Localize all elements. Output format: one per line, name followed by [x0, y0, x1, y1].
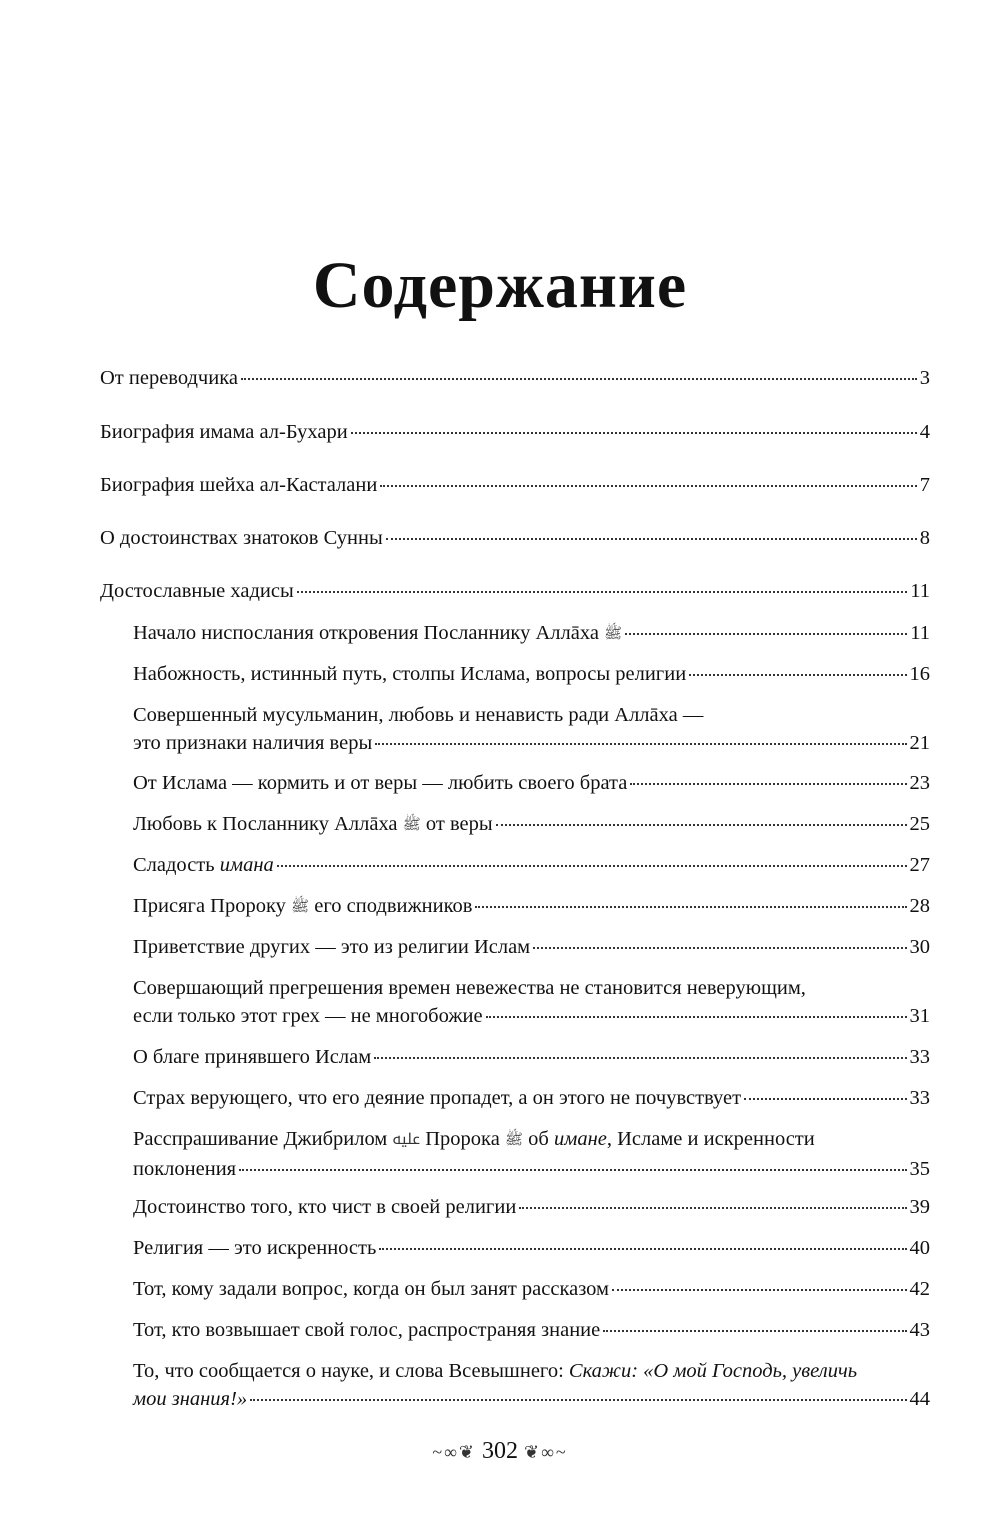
toc-page-number: 7	[919, 474, 930, 496]
toc-entry-italic-text: Скажи: «О мой Господь, увеличь	[568, 1360, 858, 1382]
leader-dots	[625, 633, 907, 635]
toc-entry[interactable]	[133, 974, 930, 1030]
toc-entry-title-continued: мои знания!»	[133, 1388, 248, 1410]
leader-dots	[689, 674, 906, 676]
toc-entry[interactable]	[133, 660, 930, 688]
toc-page-number: 30	[909, 936, 930, 958]
toc-page-number: 16	[909, 663, 930, 685]
leader-dots	[496, 824, 907, 826]
leader-dots	[241, 378, 917, 380]
toc-entry-title: Тот, кому задали вопрос, когда он был занят рассказом	[133, 1278, 610, 1300]
page-number: 302	[482, 1438, 518, 1464]
toc-entry-text: Начало ниспослания откровения Посланнику Аллāха	[133, 622, 599, 644]
toc-entry-title: Совершенный мусульманин, любовь и ненависть ради Аллāха —	[133, 704, 704, 726]
toc-entry[interactable]	[100, 577, 930, 605]
toc-entry-text: Расспрашивание Джибрилом	[133, 1128, 388, 1150]
toc-entry[interactable]	[133, 1125, 930, 1183]
leader-dots	[297, 591, 908, 593]
leader-dots	[603, 1330, 906, 1332]
toc-entry-text: его сподвижников	[314, 895, 473, 917]
toc-entry-text: То, что сообщается о науке, и слова Всевышнего:	[133, 1360, 564, 1382]
toc-entry-text: Присяга Пророку	[133, 895, 286, 917]
toc-entry-title: Страх верующего, что его деяние пропадет, а он этого не почувствует	[133, 1087, 742, 1109]
toc-page-number: 33	[909, 1046, 930, 1068]
toc-page-number: 27	[909, 854, 930, 876]
leader-dots	[380, 485, 916, 487]
salawat-icon: ﷺ	[604, 626, 623, 642]
toc-entry-title	[133, 619, 622, 649]
toc-page-number: 42	[909, 1278, 930, 1300]
toc-entry-title: Достославные хадисы	[100, 580, 294, 602]
leader-dots	[250, 1399, 906, 1401]
toc-entry[interactable]	[133, 892, 930, 922]
toc-page-number: 39	[909, 1196, 930, 1218]
toc-entry-text: Сладость	[133, 854, 215, 876]
toc-entry[interactable]	[133, 1316, 930, 1344]
leader-dots	[375, 743, 906, 745]
toc-entry[interactable]	[133, 810, 930, 840]
toc-entry-title: Религия — это искренность	[133, 1237, 377, 1259]
leader-dots	[475, 906, 906, 908]
leader-dots	[277, 865, 907, 867]
toc-entry-italic-text: имане	[553, 1128, 607, 1150]
toc-entry-title	[133, 851, 274, 879]
toc-entry[interactable]	[133, 1084, 930, 1112]
leader-dots	[239, 1169, 906, 1171]
salawat-icon: ﷺ	[402, 817, 421, 833]
toc-entry-title: От Ислама — кормить и от веры — любить своего брата	[133, 772, 628, 794]
leader-dots	[612, 1289, 906, 1291]
toc-entry-title	[133, 810, 493, 840]
leader-dots	[533, 947, 906, 949]
leader-dots	[744, 1098, 906, 1100]
toc-entry-italic-text: имана	[219, 854, 274, 876]
leader-dots	[519, 1207, 906, 1209]
toc-entry-title	[133, 892, 472, 922]
toc-entry[interactable]	[133, 1234, 930, 1262]
toc-page-number: 11	[910, 580, 930, 602]
toc-entry-title: Набожность, истинный путь, столпы Ислама, вопросы религии	[133, 663, 687, 685]
toc-entry-title: От переводчика	[100, 367, 238, 389]
toc-entry[interactable]	[100, 418, 930, 446]
toc-page-number: 11	[910, 622, 930, 644]
toc-entry[interactable]	[133, 769, 930, 797]
page-footer	[0, 1438, 1000, 1465]
toc-entry[interactable]	[133, 851, 930, 879]
toc-entry[interactable]	[100, 364, 930, 392]
toc-page-number: 43	[909, 1319, 930, 1341]
leader-dots	[386, 538, 917, 540]
toc-page-number: 25	[909, 813, 930, 835]
toc-entry-text: об	[528, 1128, 549, 1150]
leader-dots	[379, 1248, 906, 1250]
leader-dots	[486, 1016, 907, 1018]
toc-entry-title-continued: поклонения	[133, 1158, 237, 1180]
ornament-right-icon: ❦∞~	[524, 1442, 568, 1462]
toc-page-number: 4	[919, 421, 930, 443]
toc-entry-title: Тот, кто возвышает свой голос, распространяя знание	[133, 1319, 601, 1341]
toc-entry-text: Любовь к Посланнику Аллāха	[133, 813, 398, 835]
toc-page-number: 23	[909, 772, 930, 794]
toc-entry[interactable]	[133, 1275, 930, 1303]
toc-page-number: 21	[909, 732, 930, 754]
toc-entry-title: Достоинство того, кто чист в своей религии	[133, 1196, 517, 1218]
toc-page-number: 8	[919, 527, 930, 549]
toc-page-number: 35	[909, 1158, 930, 1180]
toc-entry[interactable]	[100, 524, 930, 552]
ornament-left-icon: ~∞❦	[432, 1442, 476, 1462]
toc-entry[interactable]	[133, 1193, 930, 1221]
leader-dots	[351, 432, 917, 434]
toc-page-number: 3	[919, 367, 930, 389]
toc-entry[interactable]	[133, 701, 930, 757]
toc-entry-title: О благе принявшего Ислам	[133, 1046, 372, 1068]
toc-entry-text: , Исламе и искренности	[606, 1128, 815, 1150]
toc-entry[interactable]	[133, 933, 930, 961]
toc-page-number: 33	[909, 1087, 930, 1109]
toc-entry[interactable]	[133, 1357, 930, 1413]
toc-entry-title-continued: это признаки наличия веры	[133, 732, 373, 754]
salawat-icon: ﷺ	[504, 1132, 524, 1148]
toc-entry-title: О достоинствах знатоков Сунны	[100, 527, 383, 549]
toc-entry-title: Биография имама ал-Бухари	[100, 421, 348, 443]
alayhi-salam-icon: ﷷ	[392, 1132, 421, 1148]
toc-entry-text: от веры	[425, 813, 493, 835]
toc-entry-title: Биография шейха ал-Касталани	[100, 474, 378, 496]
toc-page-number: 40	[909, 1237, 930, 1259]
toc-entry-title	[133, 1357, 930, 1385]
page-title: Содержание	[312, 249, 688, 322]
leader-dots	[630, 783, 906, 785]
toc-entry-text: Пророка	[425, 1128, 500, 1150]
toc-entry[interactable]	[100, 471, 930, 499]
toc-entry[interactable]	[133, 619, 930, 649]
leader-dots	[374, 1057, 906, 1059]
salawat-icon: ﷺ	[291, 899, 310, 915]
toc-page-number: 31	[909, 1005, 930, 1027]
toc-page-number: 28	[909, 895, 930, 917]
toc-entry-title: Приветствие других — это из религии Ислам	[133, 936, 531, 958]
toc-entry-title-continued: если только этот грех — не многобожие	[133, 1005, 483, 1027]
toc-page-number: 44	[909, 1388, 930, 1410]
toc-entry-title: Совершающий прегрешения времен невежества не становится неверующим,	[133, 977, 806, 999]
toc-entry-title	[133, 1125, 930, 1155]
toc-entry[interactable]	[133, 1043, 930, 1071]
